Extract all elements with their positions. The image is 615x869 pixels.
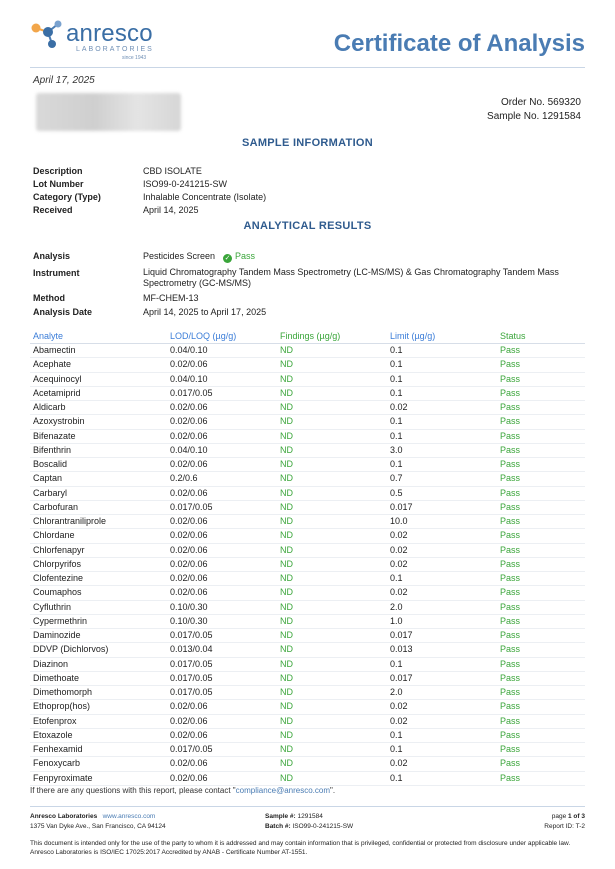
cell-lod-loq: 0.02/0.06 [170,701,208,712]
cell-analyte: Abamectin [33,345,76,355]
table-row [30,615,585,629]
header-status: Status [500,331,526,341]
table-body [30,344,585,786]
table-row [30,629,585,643]
cell-status: Pass [500,715,521,726]
field-label: Description [33,166,83,176]
cell-status: Pass [500,644,521,655]
table-row [30,444,585,458]
cell-findings: ND [280,744,293,754]
cell-findings: ND [280,373,293,384]
cell-findings: ND [280,601,293,612]
cell-status: Pass [500,744,521,754]
cell-limit: 0.02 [390,701,408,712]
header-analyte: Analyte [33,331,64,341]
table-row [30,458,585,472]
cell-limit: 0.02 [390,544,408,555]
cell-status: Pass [500,772,521,783]
cell-findings: ND [280,387,293,398]
cell-limit: 0.1 [390,387,403,398]
cell-lod-loq: 0.02/0.06 [170,558,208,569]
footer-sample-label: Sample #: [265,813,296,820]
cell-findings: ND [280,359,293,370]
cell-findings: ND [280,501,293,512]
table-row [30,415,585,429]
cell-analyte: Boscalid [33,459,68,469]
cell-status: Pass [500,473,521,484]
cell-limit: 0.1 [390,373,403,384]
cell-findings: ND [280,430,293,441]
contact-email-link[interactable]: compliance@anresco.com [235,786,331,795]
table-row [30,487,585,501]
cell-limit: 0.02 [390,715,408,726]
cell-status: Pass [500,444,521,455]
footer-company-block [30,812,166,832]
cell-analyte: Dimethomorph [33,687,93,697]
cell-findings: ND [280,487,293,498]
cell-findings: ND [280,345,293,355]
table-row [30,358,585,372]
cell-lod-loq: 0.02/0.06 [170,772,208,783]
cell-findings: ND [280,516,293,526]
table-row [30,658,585,672]
anresco-logo [30,18,170,61]
cell-limit: 0.1 [390,459,403,469]
cell-status: Pass [500,587,521,598]
field-value: CBD ISOLATE [143,166,202,176]
table-row [30,472,585,486]
footer-page-label: page [551,813,567,820]
cell-analyte: Chlorfenapyr [33,544,85,555]
sample-number: Sample No. 1291584 [487,111,581,122]
cell-status: Pass [500,544,521,555]
cell-analyte: Cypermethrin [33,615,88,626]
cell-limit: 0.02 [390,758,408,769]
cell-status: Pass [500,601,521,612]
results-table [30,330,585,786]
cell-lod-loq: 0.04/0.10 [170,345,208,355]
cell-status: Pass [500,501,521,512]
analysis-name: Pesticides Screen [143,251,216,261]
footer-report-id: Report ID: T-2 [544,823,585,830]
cell-lod-loq: 0.10/0.30 [170,615,208,626]
footer-page-value: 1 of 3 [568,813,585,820]
cell-analyte: Acephate [33,359,72,370]
cell-status: Pass [500,345,521,355]
field-label: Analysis Date [33,307,93,317]
cell-limit: 0.017 [390,630,413,640]
table-row [30,700,585,714]
cell-limit: 0.1 [390,345,403,355]
cell-findings: ND [280,715,293,726]
cell-limit: 3.0 [390,444,403,455]
field-value [143,250,573,263]
cell-analyte: Bifenthrin [33,444,72,455]
cell-limit: 0.02 [390,558,408,569]
table-row [30,601,585,615]
cell-limit: 0.1 [390,658,403,669]
cell-analyte: Clofentezine [33,573,84,583]
cell-status: Pass [500,387,521,398]
cell-lod-loq: 0.017/0.05 [170,687,213,697]
cell-limit: 2.0 [390,601,403,612]
cell-analyte: Cyfluthrin [33,601,72,612]
cell-findings: ND [280,402,293,412]
table-header [30,330,585,344]
header-divider [30,67,585,68]
cell-analyte: Chlordane [33,530,75,541]
cell-findings: ND [280,473,293,484]
cell-status: Pass [500,687,521,697]
table-row [30,643,585,657]
field-label: Lot Number [33,179,84,189]
cell-lod-loq: 0.017/0.05 [170,387,213,398]
cell-status: Pass [500,430,521,441]
cell-limit: 0.1 [390,430,403,441]
cell-lod-loq: 0.017/0.05 [170,501,213,512]
cell-status: Pass [500,573,521,583]
cell-lod-loq: 0.017/0.05 [170,658,213,669]
order-info [487,96,581,124]
cell-findings: ND [280,729,293,740]
cell-findings: ND [280,772,293,783]
cell-analyte: Coumaphos [33,587,82,598]
cell-lod-loq: 0.02/0.06 [170,487,208,498]
cell-analyte: Diazinon [33,658,69,669]
cell-status: Pass [500,672,521,683]
cell-status: Pass [500,487,521,498]
cell-findings: ND [280,758,293,769]
logo-subtitle: LABORATORIES [76,46,154,53]
field-value: April 14, 2025 to April 17, 2025 [143,307,267,317]
cell-analyte: Chlorantraniliprole [33,516,107,526]
footer-disclaimer: This document is intended only for the use of the party to whom it is addressed and may contain information that is privileged, confidential or protected from disclosure under applicable law. Anresco Laboratories is ISO/IEC 17025:2017 Accredited by ANAB - Certificate Number AT-1551. [30,840,571,856]
analysis-status: Pass [235,251,256,261]
cell-status: Pass [500,402,521,412]
footer-divider [30,806,585,807]
cell-lod-loq: 0.2/0.6 [170,473,198,484]
cell-analyte: Daminozide [33,630,81,640]
cell-status: Pass [500,373,521,384]
cell-findings: ND [280,630,293,640]
cell-lod-loq: 0.02/0.06 [170,402,208,412]
table-row [30,772,585,786]
cell-analyte: Carbaryl [33,487,68,498]
table-row [30,729,585,743]
cell-lod-loq: 0.02/0.06 [170,729,208,740]
cell-lod-loq: 0.02/0.06 [170,530,208,541]
table-row [30,373,585,387]
logo-wordmark: anresco [66,20,153,47]
field-value: April 14, 2025 [143,205,199,215]
cell-limit: 0.017 [390,672,413,683]
table-row [30,529,585,543]
molecule-logo-icon [30,18,70,54]
cell-lod-loq: 0.02/0.06 [170,459,208,469]
cell-findings: ND [280,459,293,469]
cell-limit: 0.1 [390,729,403,740]
footer-page-block [544,812,585,832]
cell-findings: ND [280,558,293,569]
cell-findings: ND [280,644,293,655]
field-label: Category (Type) [33,192,101,202]
cell-status: Pass [500,758,521,769]
cell-status: Pass [500,729,521,740]
cell-limit: 0.1 [390,772,403,783]
cell-analyte: Carbofuran [33,501,79,512]
cell-lod-loq: 0.017/0.05 [170,630,213,640]
table-row [30,572,585,586]
header-lod-loq: LOD/LOQ (µg/g) [170,331,237,341]
table-row [30,686,585,700]
cell-lod-loq: 0.017/0.05 [170,744,213,754]
cell-findings: ND [280,530,293,541]
cell-analyte: Etoxazole [33,729,73,740]
footer-sample-block [265,812,353,832]
cell-lod-loq: 0.02/0.06 [170,715,208,726]
cell-findings: ND [280,587,293,598]
table-row [30,558,585,572]
cell-limit: 0.02 [390,530,408,541]
footer-sample-value: 1291584 [297,813,323,820]
table-row [30,743,585,757]
cell-analyte: Acequinocyl [33,373,82,384]
footer-batch-value: ISO99-0-241215-SW [292,823,354,830]
field-label: Received [33,205,73,215]
redacted-client-info [36,93,181,131]
cell-limit: 0.1 [390,416,403,427]
cell-status: Pass [500,701,521,712]
cell-status: Pass [500,359,521,370]
table-row [30,672,585,686]
cell-analyte: Ethoprop(hos) [33,701,91,712]
table-row [30,430,585,444]
cell-lod-loq: 0.02/0.06 [170,544,208,555]
cell-findings: ND [280,544,293,555]
cell-analyte: Acetamiprid [33,387,81,398]
table-row [30,501,585,515]
cell-status: Pass [500,615,521,626]
cell-analyte: Bifenazate [33,430,76,441]
field-label: Instrument [33,268,80,278]
cell-lod-loq: 0.10/0.30 [170,601,208,612]
cell-status: Pass [500,658,521,669]
document-title: Certificate of Analysis [333,30,585,57]
contact-text-end: ". [330,786,336,795]
field-value: ISO99-0-241215-SW [143,179,228,189]
cell-limit: 0.7 [390,473,403,484]
cell-limit: 0.5 [390,487,403,498]
cell-lod-loq: 0.02/0.06 [170,758,208,769]
footer-batch-label: Batch #: [265,823,291,830]
cell-status: Pass [500,516,521,526]
cell-findings: ND [280,658,293,669]
cell-status: Pass [500,530,521,541]
cell-analyte: Chlorpyrifos [33,558,82,569]
cell-analyte: Fenoxycarb [33,758,81,769]
cell-limit: 0.02 [390,587,408,598]
cell-limit: 0.1 [390,573,403,583]
field-value: Liquid Chromatography Tandem Mass Spectrometry (LC-MS/MS) & Gas Chromatography Tandem Mass Spectrometry (GC-MS/MS) [143,267,559,288]
field-label: Method [33,293,65,303]
cell-lod-loq: 0.02/0.06 [170,430,208,441]
report-date: April 17, 2025 [33,75,95,86]
cell-lod-loq: 0.02/0.06 [170,516,208,526]
cell-analyte: Fenpyroximate [33,772,93,783]
cell-findings: ND [280,444,293,455]
contact-text: If there are any questions with this report, please contact " [30,786,236,795]
cell-limit: 0.013 [390,644,413,655]
cell-lod-loq: 0.04/0.10 [170,373,208,384]
table-row [30,515,585,529]
cell-status: Pass [500,459,521,469]
footer-address: 1375 Van Dyke Ave., San Francisco, CA 94124 [30,823,166,830]
cell-lod-loq: 0.02/0.06 [170,573,208,583]
sample-info-title: SAMPLE INFORMATION [241,137,374,149]
header-limit: Limit (µg/g) [390,331,436,341]
footer-company: Anresco Laboratories [30,813,98,820]
field-value: Inhalable Concentrate (Isolate) [143,192,267,202]
cell-analyte: DDVP (Dichlorvos) [33,644,109,655]
cell-analyte: Azoxystrobin [33,416,85,427]
cell-lod-loq: 0.02/0.06 [170,587,208,598]
cell-findings: ND [280,573,293,583]
footer-website-link[interactable]: www.anresco.com [102,813,156,820]
table-row [30,586,585,600]
cell-findings: ND [280,672,293,683]
field-value: MF-CHEM-13 [143,293,199,303]
table-row [30,344,585,358]
cell-lod-loq: 0.04/0.10 [170,444,208,455]
cell-limit: 0.1 [390,744,403,754]
check-icon: ✓ [224,255,231,262]
cell-analyte: Etofenprox [33,715,77,726]
cell-limit: 0.017 [390,501,413,512]
field-label: Analysis [33,251,71,261]
cell-findings: ND [280,701,293,712]
cell-limit: 10.0 [390,516,408,526]
cell-findings: ND [280,416,293,427]
cell-lod-loq: 0.017/0.05 [170,672,213,683]
table-row [30,544,585,558]
contact-line [30,786,335,795]
table-row [30,401,585,415]
order-number: Order No. 569320 [500,97,581,108]
table-row [30,715,585,729]
cell-analyte: Dimethoate [33,672,80,683]
cell-limit: 1.0 [390,615,403,626]
logo-since: since 1943 [122,55,147,61]
cell-status: Pass [500,416,521,427]
cell-limit: 0.1 [390,359,403,370]
header-findings: Findings (µg/g) [280,331,341,341]
table-row [30,757,585,771]
cell-analyte: Fenhexamid [33,744,83,754]
analytical-results-title: ANALYTICAL RESULTS [243,220,372,232]
cell-status: Pass [500,630,521,640]
cell-limit: 0.02 [390,402,408,412]
cell-limit: 2.0 [390,687,403,697]
table-row [30,387,585,401]
cell-status: Pass [500,558,521,569]
cell-lod-loq: 0.02/0.06 [170,359,208,370]
cell-lod-loq: 0.013/0.04 [170,644,213,655]
cell-lod-loq: 0.02/0.06 [170,416,208,427]
cell-findings: ND [280,687,293,697]
cell-analyte: Aldicarb [33,402,66,412]
cell-findings: ND [280,615,293,626]
cell-analyte: Captan [33,473,63,484]
